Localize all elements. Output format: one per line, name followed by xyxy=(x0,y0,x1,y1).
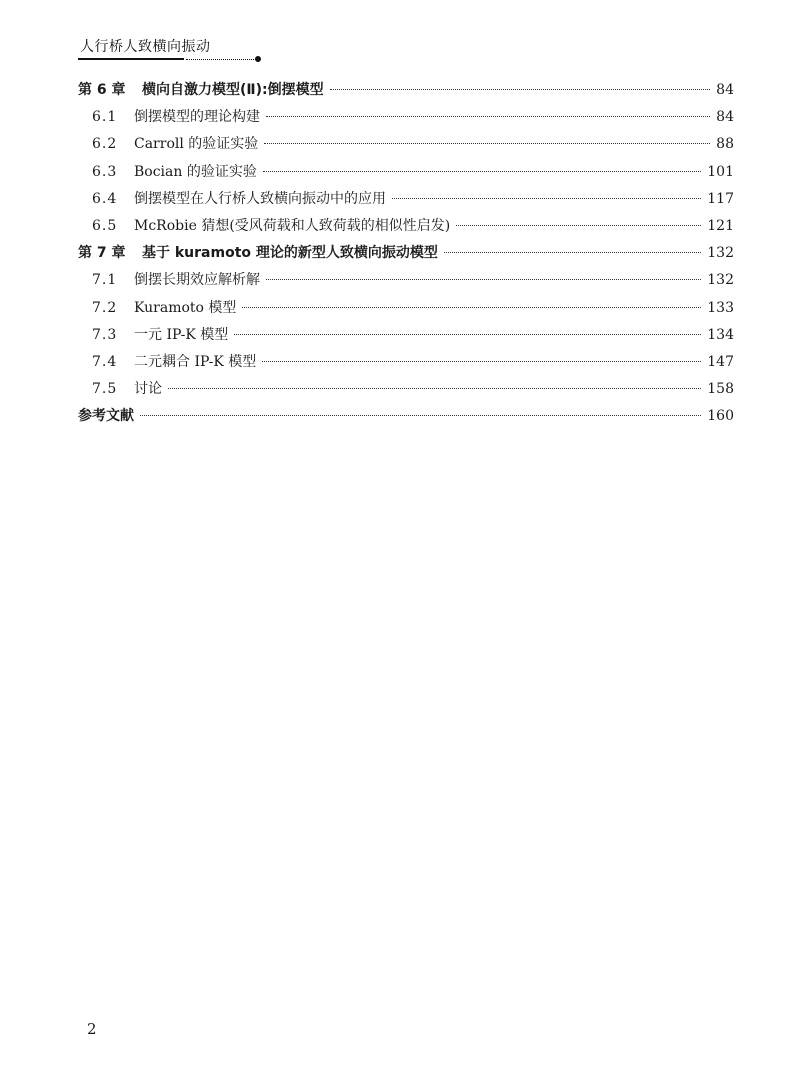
toc-chapter-7[interactable] xyxy=(78,242,734,269)
toc-page-number: 121 xyxy=(707,217,734,234)
header-rule-dot xyxy=(255,56,261,62)
toc-title: 二元耦合 IP-K 模型 xyxy=(134,353,257,370)
toc-leader-dots xyxy=(330,88,711,90)
toc-section-7-2[interactable] xyxy=(78,297,734,324)
toc-number: 第 6 章 xyxy=(78,82,126,98)
toc-leader-dots xyxy=(456,224,701,226)
header-rule-dots xyxy=(186,59,256,60)
toc-section-7-1[interactable] xyxy=(78,269,734,296)
toc-section-6-4[interactable] xyxy=(78,188,734,215)
toc-number: 6.1 xyxy=(92,109,118,126)
toc-number: 6.4 xyxy=(92,190,118,207)
toc-leader-dots xyxy=(140,414,701,416)
toc-leader-dots xyxy=(444,251,701,253)
toc-section-6-2[interactable] xyxy=(78,133,734,160)
toc-title: 基于 kuramoto 理论的新型人致横向振动模型 xyxy=(142,245,438,262)
toc-page-number: 132 xyxy=(707,272,734,289)
toc-page-number: 160 xyxy=(707,408,734,425)
toc-title: 一元 IP-K 模型 xyxy=(134,326,229,343)
toc-number: 6.5 xyxy=(92,217,118,234)
toc-leader-dots xyxy=(242,306,701,308)
toc-page-number: 147 xyxy=(707,353,734,370)
toc-title: 倒摆模型在人行桥人致横向振动中的应用 xyxy=(134,190,386,207)
toc-number: 6.3 xyxy=(92,163,118,180)
toc-leader-dots xyxy=(263,170,701,172)
toc-page-number: 84 xyxy=(716,109,734,126)
toc-leader-dots xyxy=(266,278,701,280)
toc-number: 7.3 xyxy=(92,326,118,343)
table-of-contents xyxy=(78,79,734,432)
toc-title: Carroll 的验证实验 xyxy=(134,136,259,153)
toc-leader-dots xyxy=(262,360,701,362)
toc-section-7-3[interactable] xyxy=(78,324,734,351)
toc-page-number: 133 xyxy=(707,299,734,316)
toc-title: 讨论 xyxy=(134,381,162,398)
toc-page-number: 132 xyxy=(707,245,734,262)
toc-title: McRobie 猜想(受风荷载和人致荷载的相似性启发) xyxy=(134,217,451,234)
toc-leader-dots xyxy=(234,333,701,335)
toc-title: 横向自激力模型(Ⅱ):倒摆模型 xyxy=(142,82,324,98)
running-header: 人行桥人致横向振动 xyxy=(80,39,211,55)
toc-page-number: 158 xyxy=(707,381,734,398)
toc-page-number: 88 xyxy=(716,136,734,153)
toc-page-number: 117 xyxy=(707,190,734,207)
toc-number: 7.1 xyxy=(92,272,118,289)
toc-title: Kuramoto 模型 xyxy=(134,299,237,316)
header-rule-ornament xyxy=(78,56,260,64)
header-rule-line xyxy=(78,58,184,60)
toc-page-number: 134 xyxy=(707,326,734,343)
toc-page-number: 101 xyxy=(707,163,734,180)
page-number: 2 xyxy=(87,1020,97,1038)
toc-number: 6.2 xyxy=(92,136,118,153)
toc-section-6-3[interactable] xyxy=(78,161,734,188)
toc-number: 第 7 章 xyxy=(78,245,126,262)
toc-title: 倒摆长期效应解析解 xyxy=(134,272,260,289)
toc-leader-dots xyxy=(168,387,701,389)
toc-title: Bocian 的验证实验 xyxy=(134,163,257,180)
toc-references[interactable] xyxy=(78,405,734,432)
toc-number: 7.4 xyxy=(92,353,118,370)
toc-section-7-4[interactable] xyxy=(78,351,734,378)
toc-title: 倒摆模型的理论构建 xyxy=(134,109,260,126)
toc-number: 7.2 xyxy=(92,299,118,316)
toc-section-7-5[interactable] xyxy=(78,378,734,405)
toc-leader-dots xyxy=(392,197,701,199)
toc-section-6-1[interactable] xyxy=(78,106,734,133)
toc-page-number: 84 xyxy=(716,82,734,98)
toc-leader-dots xyxy=(264,142,710,144)
toc-number: 7.5 xyxy=(92,381,118,398)
toc-title: 参考文献 xyxy=(78,408,134,425)
toc-leader-dots xyxy=(266,115,710,117)
toc-chapter-6[interactable] xyxy=(78,79,734,106)
toc-section-6-5[interactable] xyxy=(78,215,734,242)
